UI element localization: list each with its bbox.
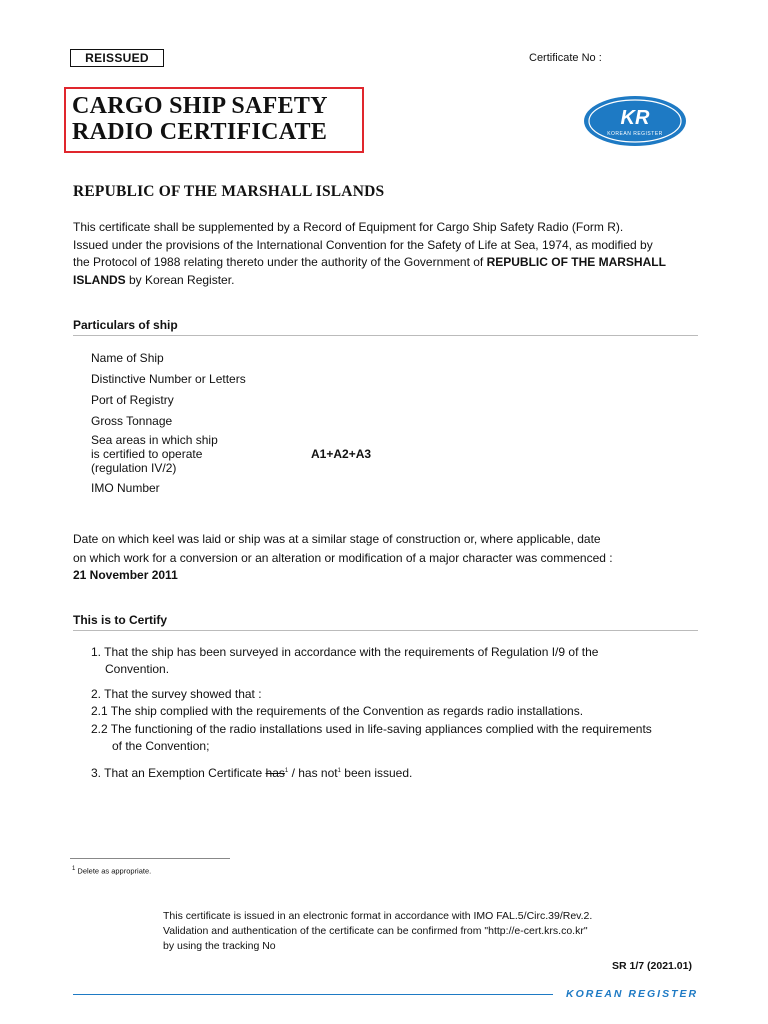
intro-line-2: Issued under the provisions of the International Convention for the Safety of Life at Sea, 1974, as modified by <box>73 237 653 252</box>
keel-line-2: on which work for a conversion or an alteration or modification of a major character was commenced : <box>73 550 613 565</box>
certify-item-2: 2. That the survey showed that : <box>91 687 262 701</box>
certify-item-1 <box>91 644 598 678</box>
certify-item-2-2-line-2: of the Convention; <box>112 739 210 753</box>
intro-line-4 <box>73 272 703 290</box>
electronic-line-1: This certificate is issued in an electronic format in accordance with IMO FAL.5/Circ.39/Rev.2. <box>163 910 593 922</box>
certify-item-3-text-c: been issued. <box>340 766 413 780</box>
electronic-line-2: Validation and authentication of the certificate can be confirmed from "http://e-cert.krs.co.kr" <box>163 925 588 937</box>
sea-areas-label-2: is certified to operate <box>91 447 203 461</box>
korean-register-logo <box>583 95 687 147</box>
form-number: SR 1/7 (2021.01) <box>612 960 692 972</box>
particulars-heading: Particulars of ship <box>73 318 178 332</box>
intro-paragraph <box>73 219 703 289</box>
electronic-format-notice <box>163 909 643 954</box>
title-line-2: RADIO CERTIFICATE <box>72 119 328 145</box>
certificate-number-label: Certificate No : <box>529 52 602 64</box>
certify-divider <box>73 630 698 631</box>
intro-line-1: This certificate shall be supplemented by a Record of Equipment for Cargo Ship Safety Radio (Form R). <box>73 220 624 234</box>
gross-tonnage-label: Gross Tonnage <box>91 414 173 428</box>
certificate-title <box>72 93 328 145</box>
certify-item-3 <box>91 763 412 782</box>
logo-text: KOREAN REGISTER <box>607 131 663 137</box>
footnote-divider <box>70 858 230 859</box>
footer-rule <box>73 994 553 995</box>
footnote-ref-2: 1 <box>337 768 341 774</box>
certify-item-1-line-2: Convention. <box>105 662 170 676</box>
electronic-line-3: by using the tracking No <box>163 940 276 952</box>
footnote-mark: 1 <box>72 866 76 872</box>
keel-paragraph <box>73 530 713 567</box>
keel-line-1: Date on which keel was laid or ship was at a similar stage of construction or, where applicable, date <box>73 532 601 546</box>
imo-number-label: IMO Number <box>91 481 160 495</box>
sea-areas-label-1: Sea areas in which ship <box>91 433 218 447</box>
certify-heading: This is to Certify <box>73 613 168 627</box>
particulars-divider <box>73 335 698 336</box>
certify-item-2-2 <box>91 721 652 755</box>
port-of-registry-label: Port of Registry <box>91 393 174 407</box>
reissued-stamp: REISSUED <box>70 49 164 67</box>
footer-brand: KOREAN REGISTER <box>566 988 699 1000</box>
distinctive-number-label: Distinctive Number or Letters <box>91 372 246 386</box>
logo-initials: KR <box>620 107 650 129</box>
sea-areas-value: A1+A2+A3 <box>311 447 372 461</box>
title-line-1: CARGO SHIP SAFETY <box>72 93 328 119</box>
flag-state-heading: REPUBLIC OF THE MARSHALL ISLANDS <box>73 183 385 200</box>
certify-item-3-text-b: / has not <box>288 766 338 780</box>
intro-flag-bold: REPUBLIC OF THE MARSHALL <box>486 255 666 269</box>
keel-date: 21 November 2011 <box>73 568 178 582</box>
sea-areas-label-3: (regulation IV/2) <box>91 461 177 475</box>
intro-line-3-text: the Protocol of 1988 relating thereto under the authority of the Government of <box>73 255 487 269</box>
struck-has: has <box>265 766 285 780</box>
certify-item-3-text-a: 3. That an Exemption Certificate <box>91 766 266 780</box>
footnote-ref-1: 1 <box>284 768 289 774</box>
certify-item-1-line-1: 1. That the ship has been surveyed in accordance with the requirements of Regulation I/9 of the <box>91 645 599 659</box>
intro-line-4-text: by Korean Register. <box>125 272 235 287</box>
certify-item-2-1: 2.1 The ship complied with the requirements of the Convention as regards radio installations. <box>91 704 584 718</box>
name-of-ship-label: Name of Ship <box>91 351 164 365</box>
sea-areas-label <box>91 433 218 475</box>
intro-islands-bold: ISLANDS <box>73 272 126 287</box>
intro-line-3 <box>73 254 703 272</box>
footnote <box>72 866 151 876</box>
footnote-text: Delete as appropriate. <box>75 866 152 876</box>
certify-item-2-2-line-1: 2.2 The functioning of the radio installations used in life-saving appliances complied with the requirements <box>91 722 652 736</box>
